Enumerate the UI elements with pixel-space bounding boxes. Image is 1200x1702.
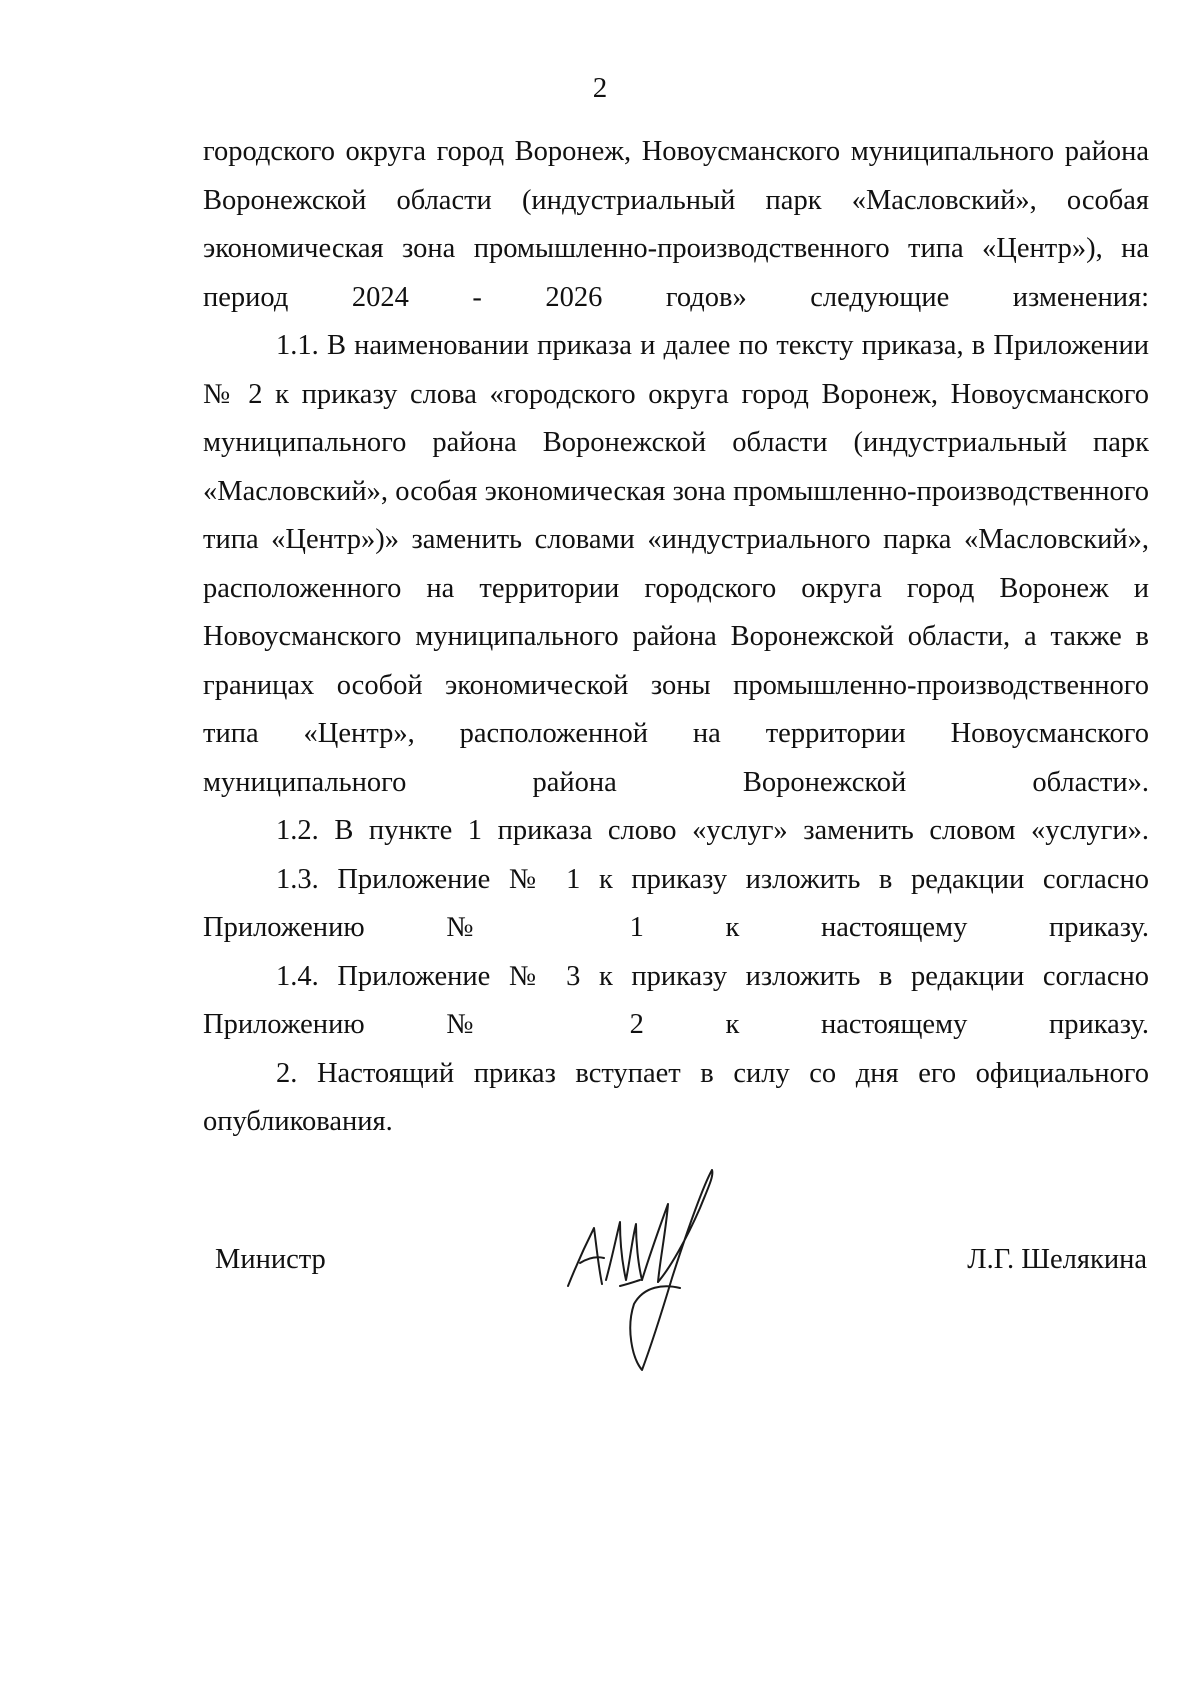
text-line: границах особой экономической зоны промышленно-производственного типа bbox=[203, 669, 1149, 749]
document-body bbox=[203, 128, 1149, 1147]
text-line: № 2 к приказу слова «городского округа город Воронеж, Новоусманского bbox=[203, 378, 1149, 410]
text-line: экономическая зона промышленно-производственного типа «Центр»), на bbox=[203, 233, 1149, 264]
text-line: Приложению № 2 к настоящему приказу. bbox=[203, 1009, 1149, 1040]
text-line: Воронежской области (индустриальный парк «Масловский», особая bbox=[203, 184, 1149, 216]
signatory-title: Министр bbox=[215, 1244, 326, 1275]
text-line: района Воронежской области». bbox=[532, 766, 1150, 798]
paragraph-continuation bbox=[203, 128, 1149, 322]
paragraph-item-1-1 bbox=[203, 322, 1149, 807]
text-line: Приложению № 1 к настоящему приказу. bbox=[203, 912, 1149, 943]
text-line: типа «Центр»)» заменить словами «индустриального парка «Масловский», bbox=[203, 524, 1149, 555]
text-line: расположенного на территории городского округа город Воронеж и bbox=[203, 572, 1149, 604]
text-line: период 2024 - 2026 годов» следующие изменения: bbox=[203, 281, 1149, 313]
paragraph-item-1-4 bbox=[203, 953, 1149, 1050]
text-line: городского округа город Воронеж, Новоусманского муниципального района bbox=[203, 136, 1149, 167]
text-line: «Центр», расположенной на территории Новоусманского муниципального bbox=[203, 718, 1150, 798]
page-number: 2 bbox=[592, 72, 608, 104]
text-line: Новоусманского муниципального района Воронежской области, а также в bbox=[203, 621, 1149, 652]
text-line: 1.1. В наименовании приказа и далее по тексту приказа, в Приложении bbox=[276, 330, 1149, 361]
paragraph-item-2 bbox=[203, 1050, 1149, 1147]
text-line: муниципального района Воронежской области (индустриальный парк bbox=[203, 427, 1149, 458]
text-line: опубликования. bbox=[203, 1106, 393, 1137]
paragraph-item-1-3 bbox=[203, 856, 1149, 953]
signatory-name: Л.Г. Шелякина bbox=[967, 1244, 1147, 1275]
text-line: «Масловский», особая экономическая зона промышленно-производственного bbox=[203, 475, 1149, 507]
handwritten-signature bbox=[560, 1168, 730, 1378]
paragraph-item-1-2 bbox=[203, 807, 1149, 856]
text-line: 1.3. Приложение № 1 к приказу изложить в редакции согласно bbox=[276, 863, 1149, 895]
text-line: 2. Настоящий приказ вступает в силу со дня его официального bbox=[276, 1057, 1149, 1089]
text-line: 1.2. В пункте 1 приказа слово «услуг» заменить словом «услуги». bbox=[276, 815, 1149, 846]
text-line: 1.4. Приложение № 3 к приказу изложить в редакции согласно bbox=[276, 960, 1149, 992]
